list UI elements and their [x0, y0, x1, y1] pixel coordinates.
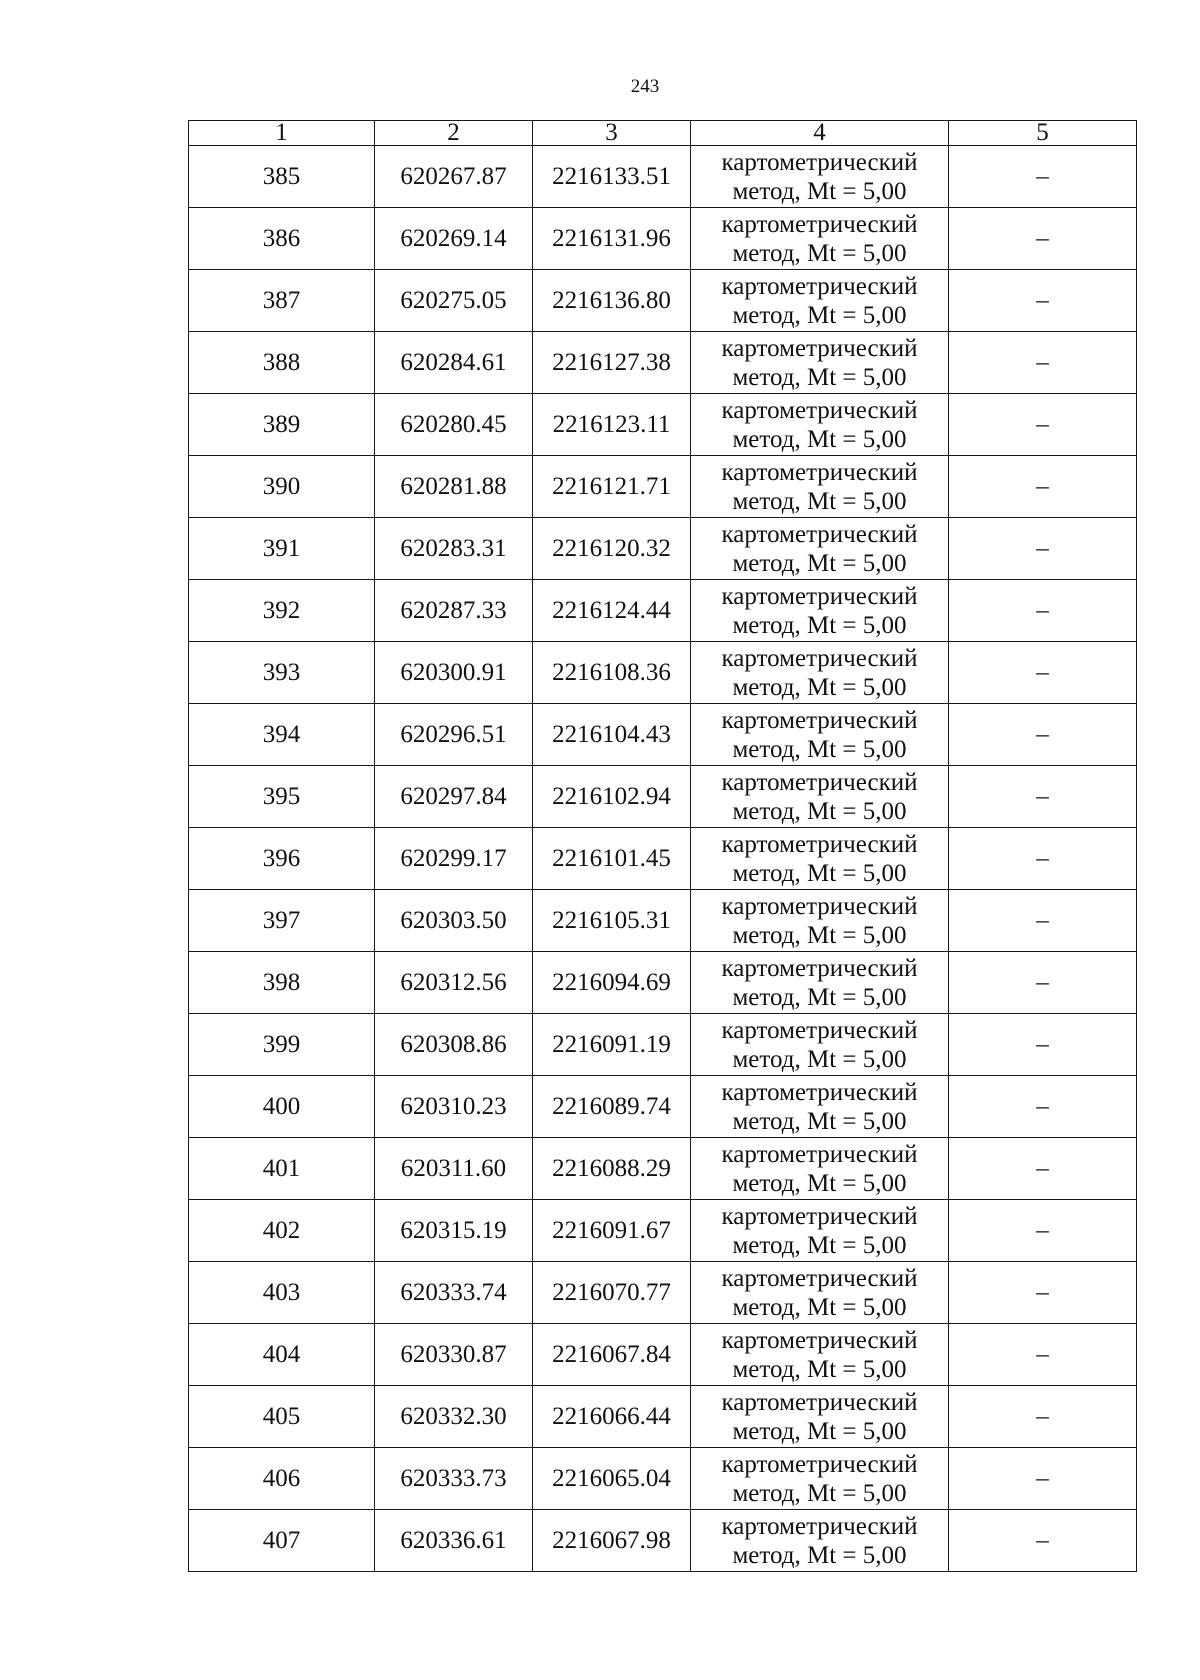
x-coordinate-cell: 620287.33 [375, 580, 533, 642]
method-line-1: картометрический [721, 768, 918, 796]
method-line-1: картометрический [721, 458, 918, 486]
method-line-1: картометрический [721, 1326, 918, 1354]
point-number-cell: 385 [189, 146, 375, 208]
x-coordinate-cell: 620267.87 [375, 146, 533, 208]
note-cell: – [949, 1200, 1137, 1262]
method-line-2: метод, Mt = 5,00 [732, 797, 907, 825]
table-row [189, 394, 1137, 456]
point-number-cell: 389 [189, 394, 375, 456]
note-cell: – [949, 890, 1137, 952]
note-cell: – [949, 394, 1137, 456]
method-line-2: метод, Mt = 5,00 [732, 1541, 907, 1569]
note-cell: – [949, 1324, 1137, 1386]
column-header-3: 3 [533, 121, 691, 146]
note-cell: – [949, 828, 1137, 890]
method-line-2: метод, Mt = 5,00 [732, 1169, 907, 1197]
point-number-cell: 405 [189, 1386, 375, 1448]
note-cell: – [949, 1448, 1137, 1510]
table-row [189, 1262, 1137, 1324]
method-line-1: картометрический [721, 892, 918, 920]
x-coordinate-cell: 620299.17 [375, 828, 533, 890]
table-row [189, 828, 1137, 890]
y-coordinate-cell: 2216104.43 [533, 704, 691, 766]
y-coordinate-cell: 2216123.11 [533, 394, 691, 456]
y-coordinate-cell: 2216088.29 [533, 1138, 691, 1200]
table-row [189, 456, 1137, 518]
method-line-1: картометрический [721, 644, 918, 672]
method-line-2: метод, Mt = 5,00 [732, 487, 907, 515]
point-number-cell: 394 [189, 704, 375, 766]
method-line-2: метод, Mt = 5,00 [732, 1045, 907, 1073]
point-number-cell: 403 [189, 1262, 375, 1324]
note-cell: – [949, 952, 1137, 1014]
table-row [189, 1200, 1137, 1262]
point-number-cell: 401 [189, 1138, 375, 1200]
table-row [189, 518, 1137, 580]
note-cell: – [949, 208, 1137, 270]
table-body [189, 146, 1137, 1572]
y-coordinate-cell: 2216070.77 [533, 1262, 691, 1324]
point-number-cell: 406 [189, 1448, 375, 1510]
method-cell [691, 1324, 949, 1386]
table-row [189, 642, 1137, 704]
table-row [189, 208, 1137, 270]
y-coordinate-cell: 2216091.19 [533, 1014, 691, 1076]
method-cell [691, 1200, 949, 1262]
y-coordinate-cell: 2216067.98 [533, 1510, 691, 1572]
y-coordinate-cell: 2216089.74 [533, 1076, 691, 1138]
method-line-2: метод, Mt = 5,00 [732, 1479, 907, 1507]
x-coordinate-cell: 620275.05 [375, 270, 533, 332]
x-coordinate-cell: 620280.45 [375, 394, 533, 456]
method-line-1: картометрический [721, 1512, 918, 1540]
x-coordinate-cell: 620310.23 [375, 1076, 533, 1138]
y-coordinate-cell: 2216121.71 [533, 456, 691, 518]
method-line-2: метод, Mt = 5,00 [732, 177, 907, 205]
x-coordinate-cell: 620296.51 [375, 704, 533, 766]
coordinates-table [188, 120, 1137, 1572]
table-row [189, 1448, 1137, 1510]
y-coordinate-cell: 2216066.44 [533, 1386, 691, 1448]
y-coordinate-cell: 2216067.84 [533, 1324, 691, 1386]
table-row [189, 1324, 1137, 1386]
note-cell: – [949, 1510, 1137, 1572]
method-line-1: картометрический [721, 334, 918, 362]
method-line-1: картометрический [721, 1016, 918, 1044]
method-line-1: картометрический [721, 1078, 918, 1106]
x-coordinate-cell: 620332.30 [375, 1386, 533, 1448]
method-line-2: метод, Mt = 5,00 [732, 1231, 907, 1259]
point-number-cell: 397 [189, 890, 375, 952]
y-coordinate-cell: 2216105.31 [533, 890, 691, 952]
note-cell: – [949, 518, 1137, 580]
x-coordinate-cell: 620284.61 [375, 332, 533, 394]
point-number-cell: 400 [189, 1076, 375, 1138]
x-coordinate-cell: 620333.73 [375, 1448, 533, 1510]
method-cell [691, 1014, 949, 1076]
method-cell [691, 518, 949, 580]
method-line-2: метод, Mt = 5,00 [732, 301, 907, 329]
table-row [189, 580, 1137, 642]
y-coordinate-cell: 2216131.96 [533, 208, 691, 270]
method-line-1: картометрический [721, 1388, 918, 1416]
table-row [189, 270, 1137, 332]
method-line-2: метод, Mt = 5,00 [732, 735, 907, 763]
x-coordinate-cell: 620297.84 [375, 766, 533, 828]
note-cell: – [949, 332, 1137, 394]
x-coordinate-cell: 620269.14 [375, 208, 533, 270]
method-line-1: картометрический [721, 148, 918, 176]
method-line-1: картометрический [721, 1450, 918, 1478]
y-coordinate-cell: 2216102.94 [533, 766, 691, 828]
point-number-cell: 392 [189, 580, 375, 642]
note-cell: – [949, 1076, 1137, 1138]
method-line-2: метод, Mt = 5,00 [732, 1293, 907, 1321]
note-cell: – [949, 146, 1137, 208]
method-cell [691, 828, 949, 890]
note-cell: – [949, 704, 1137, 766]
method-cell [691, 704, 949, 766]
method-line-1: картометрический [721, 1264, 918, 1292]
method-line-1: картометрический [721, 1202, 918, 1230]
table-row [189, 1510, 1137, 1572]
column-header-4: 4 [691, 121, 949, 146]
method-line-1: картометрический [721, 706, 918, 734]
x-coordinate-cell: 620315.19 [375, 1200, 533, 1262]
method-cell [691, 270, 949, 332]
note-cell: – [949, 1014, 1137, 1076]
method-line-1: картометрический [721, 520, 918, 548]
x-coordinate-cell: 620281.88 [375, 456, 533, 518]
point-number-cell: 388 [189, 332, 375, 394]
method-line-1: картометрический [721, 830, 918, 858]
point-number-cell: 391 [189, 518, 375, 580]
note-cell: – [949, 1138, 1137, 1200]
table-row [189, 890, 1137, 952]
method-cell [691, 1138, 949, 1200]
point-number-cell: 398 [189, 952, 375, 1014]
point-number-cell: 396 [189, 828, 375, 890]
method-line-2: метод, Mt = 5,00 [732, 673, 907, 701]
table-row [189, 766, 1137, 828]
x-coordinate-cell: 620303.50 [375, 890, 533, 952]
page-number: 243 [630, 76, 660, 97]
table-row [189, 332, 1137, 394]
method-line-2: метод, Mt = 5,00 [732, 983, 907, 1011]
method-cell [691, 1448, 949, 1510]
point-number-cell: 393 [189, 642, 375, 704]
y-coordinate-cell: 2216120.32 [533, 518, 691, 580]
point-number-cell: 387 [189, 270, 375, 332]
method-line-1: картометрический [721, 396, 918, 424]
y-coordinate-cell: 2216127.38 [533, 332, 691, 394]
note-cell: – [949, 580, 1137, 642]
point-number-cell: 404 [189, 1324, 375, 1386]
point-number-cell: 386 [189, 208, 375, 270]
note-cell: – [949, 1262, 1137, 1324]
point-number-cell: 402 [189, 1200, 375, 1262]
note-cell: – [949, 270, 1137, 332]
column-header-2: 2 [375, 121, 533, 146]
method-line-2: метод, Mt = 5,00 [732, 1107, 907, 1135]
method-cell [691, 642, 949, 704]
table-row [189, 952, 1137, 1014]
method-cell [691, 580, 949, 642]
table-row [189, 1014, 1137, 1076]
method-line-1: картометрический [721, 1140, 918, 1168]
x-coordinate-cell: 620330.87 [375, 1324, 533, 1386]
header-row [189, 121, 1137, 146]
method-cell [691, 1386, 949, 1448]
method-line-2: метод, Mt = 5,00 [732, 363, 907, 391]
method-line-1: картометрический [721, 582, 918, 610]
y-coordinate-cell: 2216065.04 [533, 1448, 691, 1510]
method-cell [691, 890, 949, 952]
y-coordinate-cell: 2216101.45 [533, 828, 691, 890]
column-header-5: 5 [949, 121, 1137, 146]
method-cell [691, 456, 949, 518]
method-line-2: метод, Mt = 5,00 [732, 859, 907, 887]
method-cell [691, 1262, 949, 1324]
method-cell [691, 766, 949, 828]
method-line-1: картометрический [721, 272, 918, 300]
y-coordinate-cell: 2216124.44 [533, 580, 691, 642]
note-cell: – [949, 642, 1137, 704]
note-cell: – [949, 1386, 1137, 1448]
x-coordinate-cell: 620300.91 [375, 642, 533, 704]
column-header-1: 1 [189, 121, 375, 146]
method-cell [691, 1076, 949, 1138]
table-row [189, 1138, 1137, 1200]
table-row [189, 704, 1137, 766]
method-cell [691, 952, 949, 1014]
method-line-2: метод, Mt = 5,00 [732, 1355, 907, 1383]
method-line-2: метод, Mt = 5,00 [732, 549, 907, 577]
point-number-cell: 390 [189, 456, 375, 518]
method-cell [691, 208, 949, 270]
x-coordinate-cell: 620336.61 [375, 1510, 533, 1572]
x-coordinate-cell: 620311.60 [375, 1138, 533, 1200]
x-coordinate-cell: 620308.86 [375, 1014, 533, 1076]
method-cell [691, 1510, 949, 1572]
method-line-1: картометрический [721, 210, 918, 238]
y-coordinate-cell: 2216108.36 [533, 642, 691, 704]
note-cell: – [949, 766, 1137, 828]
method-line-2: метод, Mt = 5,00 [732, 611, 907, 639]
y-coordinate-cell: 2216133.51 [533, 146, 691, 208]
x-coordinate-cell: 620312.56 [375, 952, 533, 1014]
table-row [189, 146, 1137, 208]
method-line-2: метод, Mt = 5,00 [732, 921, 907, 949]
table-row [189, 1386, 1137, 1448]
note-cell: – [949, 456, 1137, 518]
y-coordinate-cell: 2216136.80 [533, 270, 691, 332]
method-cell [691, 394, 949, 456]
method-line-2: метод, Mt = 5,00 [732, 1417, 907, 1445]
method-line-2: метод, Mt = 5,00 [732, 425, 907, 453]
y-coordinate-cell: 2216091.67 [533, 1200, 691, 1262]
method-cell [691, 332, 949, 394]
point-number-cell: 407 [189, 1510, 375, 1572]
y-coordinate-cell: 2216094.69 [533, 952, 691, 1014]
method-cell [691, 146, 949, 208]
point-number-cell: 399 [189, 1014, 375, 1076]
point-number-cell: 395 [189, 766, 375, 828]
x-coordinate-cell: 620283.31 [375, 518, 533, 580]
method-line-1: картометрический [721, 954, 918, 982]
table-row [189, 1076, 1137, 1138]
method-line-2: метод, Mt = 5,00 [732, 239, 907, 267]
x-coordinate-cell: 620333.74 [375, 1262, 533, 1324]
